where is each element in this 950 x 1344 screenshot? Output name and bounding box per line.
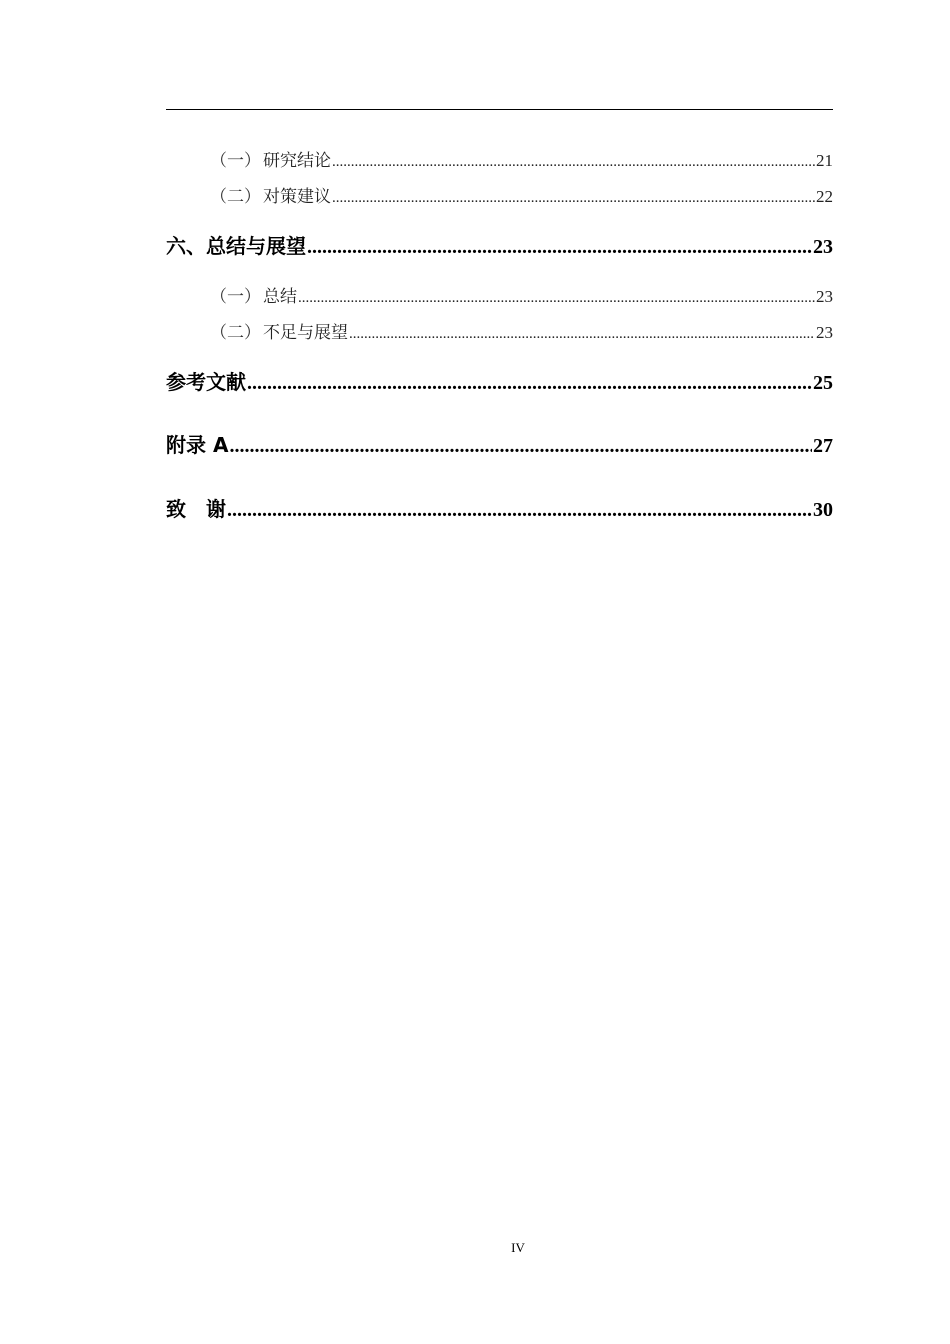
toc-entry-page: 21 [816,151,833,170]
toc-entry-page: 22 [816,187,833,206]
toc-entry-page: 27 [813,435,833,457]
toc-entry-title: 参考文献 [166,370,246,394]
toc-entry-number: （一） [210,287,261,306]
toc-entry-summary-outlook[interactable] [166,230,833,259]
toc-entry-policy-suggestions[interactable] [166,182,833,207]
toc-entry-limitations-outlook[interactable] [166,318,833,343]
toc-entry-number: （一） [210,151,261,170]
toc-dot-leader [332,187,815,207]
toc-dot-leader [298,287,815,307]
toc-entry-acknowledgements[interactable] [166,493,833,522]
toc-dot-leader [332,151,815,171]
toc-entry-page: 25 [813,372,833,394]
toc-entry-page: 30 [813,499,833,521]
toc-entry-title: 不足与展望 [263,323,348,342]
toc-entry-page: 23 [816,287,833,306]
toc-dot-leader [229,433,812,458]
toc-entry-title: 附录 A [166,433,229,457]
toc-dot-leader [247,370,812,395]
toc-entry-summary[interactable] [166,282,833,307]
toc-entry-title: 六、总结与展望 [166,234,306,258]
toc-entry-title: 致 谢 [166,497,226,521]
toc-entry-research-conclusion[interactable] [166,146,833,171]
toc-entry-appendix-a[interactable] [166,429,833,458]
toc-entry-page: 23 [816,323,833,342]
toc-dot-leader [307,234,812,259]
toc-entry-references[interactable] [166,366,833,395]
toc-entry-number: （二） [210,187,261,206]
toc-entry-title: 研究结论 [263,151,331,170]
toc-entry-title: 对策建议 [263,187,331,206]
toc-entry-number: （二） [210,323,261,342]
header-rule [166,109,833,110]
toc-entry-page: 23 [813,236,833,258]
toc-dot-leader [227,497,812,522]
page-footer-number: IV [511,1240,525,1255]
toc-dot-leader [349,323,815,343]
toc-entry-title: 总结 [263,287,297,306]
